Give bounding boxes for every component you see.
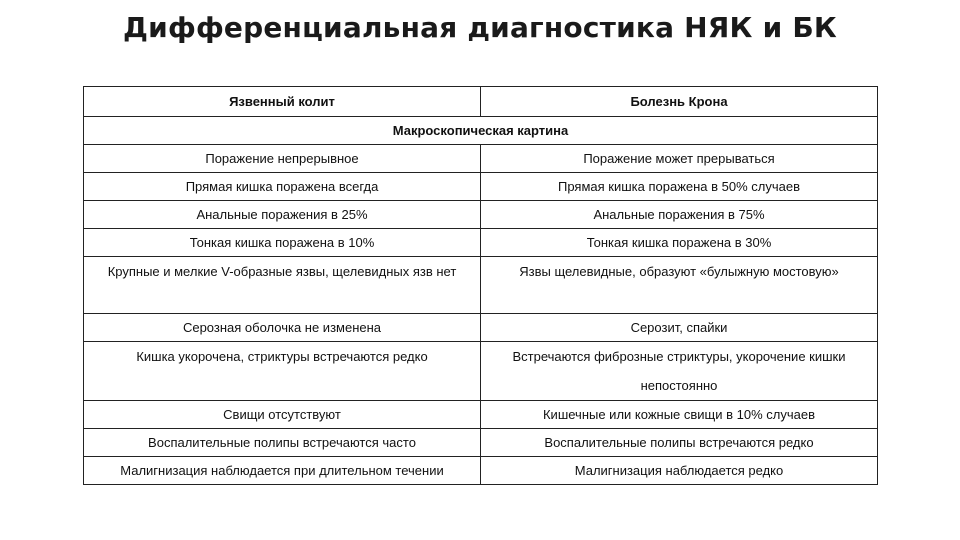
column-header-cd: Болезнь Крона xyxy=(481,87,878,117)
table-row xyxy=(84,342,878,401)
table-cell-cd: Прямая кишка поражена в 50% случаев xyxy=(481,173,878,201)
table-cell-cd: Кишечные или кожные свищи в 10% случаев xyxy=(481,401,878,429)
table-row xyxy=(84,257,878,314)
table-row xyxy=(84,429,878,457)
table-cell-uc: Малигнизация наблюдается при длительном течении xyxy=(84,457,481,485)
table-cell-uc: Серозная оболочка не изменена xyxy=(84,314,481,342)
column-header-uc: Язвенный колит xyxy=(84,87,481,117)
cell-text: Крупные и мелкие V-образные язвы, щелевидных язв нет xyxy=(107,264,457,279)
table-cell-uc: Свищи отсутствуют xyxy=(84,401,481,429)
table-row xyxy=(84,314,878,342)
section-title: Макроскопическая картина xyxy=(84,117,878,145)
cell-text: Встречаются фиброзные стриктуры, укорочение кишки непостоянно xyxy=(512,349,846,393)
page-title: Дифференциальная диагностика НЯК и БК xyxy=(123,11,837,44)
table-cell-cd: Тонкая кишка поражена в 30% xyxy=(481,229,878,257)
table-row xyxy=(84,201,878,229)
table-cell-cd: Анальные поражения в 75% xyxy=(481,201,878,229)
cell-text: Кишка укорочена, стриктуры встречаются редко xyxy=(136,349,428,364)
table-row xyxy=(84,145,878,173)
section-row xyxy=(84,117,878,145)
table-header-row xyxy=(84,87,878,117)
table-cell-uc xyxy=(84,342,481,401)
table-cell-uc: Прямая кишка поражена всегда xyxy=(84,173,481,201)
table-cell-cd: Серозит, спайки xyxy=(481,314,878,342)
comparison-table xyxy=(83,86,878,485)
table-cell-cd: Поражение может прерываться xyxy=(481,145,878,173)
table-cell-uc xyxy=(84,257,481,314)
cell-text: Язвы щелевидные, образуют «булыжную мостовую» xyxy=(519,264,839,279)
table-row xyxy=(84,229,878,257)
table-cell-cd xyxy=(481,257,878,314)
table-cell-cd xyxy=(481,342,878,401)
table-cell-uc: Воспалительные полипы встречаются часто xyxy=(84,429,481,457)
table-cell-cd: Воспалительные полипы встречаются редко xyxy=(481,429,878,457)
table-row xyxy=(84,457,878,485)
table-cell-cd: Малигнизация наблюдается редко xyxy=(481,457,878,485)
table-cell-uc: Тонкая кишка поражена в 10% xyxy=(84,229,481,257)
table-row xyxy=(84,401,878,429)
table-cell-uc: Поражение непрерывное xyxy=(84,145,481,173)
table-cell-uc: Анальные поражения в 25% xyxy=(84,201,481,229)
table-row xyxy=(84,173,878,201)
